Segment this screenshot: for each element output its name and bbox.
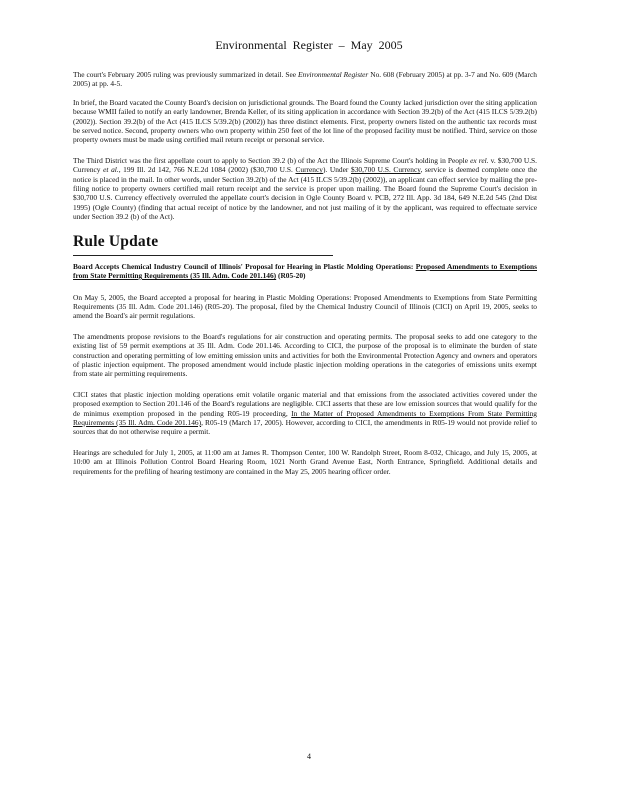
paragraph-ruling-summary: The court's February 2005 ruling was previously summarized in detail. See Environmental Register No. 608 (February 2005) at pp. 3-7 and No. 609 (March 2005) at pp. 4-5. <box>73 70 537 89</box>
paragraph-third-district: The Third District was the first appellate court to apply to Section 39.2 (b) of the Act the Illinois Supreme Court's holding in People ex rel. v. $30,700 U.S. Currency et al., 199 Ill. 2d 142, 766 N.E.2d 1084 (2002) ($30,700 U.S. Currency). Under $30,700 U.S. Currency, service is deemed complete once the notice is placed in the mail. In other words, under Section 39.2(b) of the Act (415 ILCS 5/39.2(b) (2002)), an applicant can effect service by mailing the pre-filing notice to property owners certified mail return receipt and the service is proper upon mailing. The Board found the Supreme Court's decision in $30,700 U.S. Currency effectively overruled the appellate court's decision in Ogle County Board v. PCB, 272 Ill. App. 3d 184, 649 N.E.2d 545 (2nd Dist 1995) (Ogle County) (finding that actual receipt of notice by the landowner, and not just mailing of it by the applicant, was required to effectuate service under Section 39.2 (b) of the Act). <box>73 155 537 222</box>
section-title-rule-update: Rule Update <box>73 232 159 250</box>
article-headline: Board Accepts Chemical Industry Council of Illinois' Proposal for Hearing in Plastic Molding Operations: Proposed Amendments to Exemptions from State Permitting Requirements (35 Ill. Adm. Code 201.146) (R05-20) <box>73 261 537 281</box>
running-header: Environmental Register – May 2005 <box>215 38 403 52</box>
section-divider <box>73 255 333 256</box>
page-number: 4 <box>307 752 311 761</box>
paragraph-in-brief: In brief, the Board vacated the County Board's decision on jurisdictional grounds. The Board found the County lacked jurisdiction over the siting application because WMII failed to notify an early landowner, Brenda Keller, of its siting application in accordance with Section 39.2(b) of the Act (415 ILCS 5/39.2(b) (2002)). Section 39.2(b) of the Act (415 ILCS 5/39.2(b) (2002)) has three distinct elements. First, property owners listed on the authentic tax records must be served notice. Second, property owners who own property within 250 feet of the lot line of the proposed facility must be notified. Third, service on those property owners must be made using certified mail return receipt or personal service. <box>73 97 537 145</box>
paragraph-amendments: The amendments propose revisions to the Board's regulations for air construction and operating permits. The proposal seeks to add one category to the existing list of 59 permit exemptions at 35 Ill. Adm. Code 201.146. According to CICI, the purpose of the proposal is to eliminate the burden of state construction and operating permitting of low emitting emission units and activities for both the Environmental Protection Agency and owners and operators of plastic injection equipment. The proposed amendment would include plastic injection molding operations in the categories of emissions units exempt from state air permitting requirements. <box>73 331 537 379</box>
paragraph-proposal-accepted: On May 5, 2005, the Board accepted a proposal for hearing in Plastic Molding Operations: Proposed Amendments to Exemptions from State Permitting Requirements (35 Ill. Adm. Code 201.146) (R05-20). The proposal, filed by the Chemical Industry Council of Illinois (CICI) on April 19, 2005, seeks to amend the Board's air permit regulations. <box>73 292 537 321</box>
page-body <box>73 70 537 487</box>
paragraph-hearings: Hearings are scheduled for July 1, 2005, at 11:00 am at James R. Thompson Center, 100 W. Randolph Street, Room 8-032, Chicago, and July 15, 2005, at 10:00 am at Illinois Pollution Control Board Hearing Room, 1021 North Grand Avenue East, North Entrance, Springfield. Additional details and requirements for the prefiling of hearing testimony are contained in the May 25, 2005 hearing officer order. <box>73 447 537 476</box>
paragraph-cici-states: CICI states that plastic injection molding operations emit volatile organic material and that emissions from the associated activities covered under the proposed exemption to Section 201.146 of the Board's regulations are negligible. CICI asserts that these are low emission sources that would qualify for the de minimus exemption proposed in the pending R05-19 proceeding, In the Matter of Proposed Amendments to Exemptions From State Permitting Requirements (35 Ill. Adm. Code 201.146), R05-19 (March 17, 2005). However, according to CICI, the amendments in R05-19 would not provide relief to sources that do not otherwise require a permit. <box>73 389 537 437</box>
